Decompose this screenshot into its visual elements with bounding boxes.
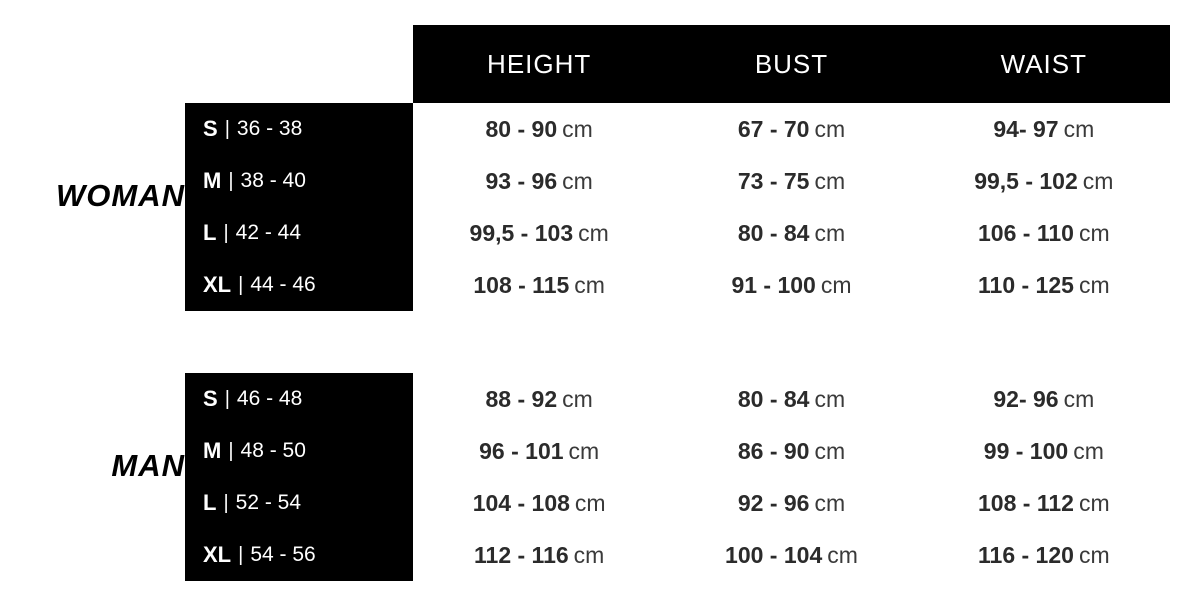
separator: |: [223, 221, 229, 244]
separator: |: [223, 491, 229, 514]
size-code: L: [203, 490, 217, 515]
eu-size: 48 - 50: [240, 439, 306, 462]
cell-bust: 91 - 100 cm: [731, 271, 852, 298]
cell-waist: 92- 96 cm: [993, 385, 1095, 412]
separator: |: [228, 439, 234, 462]
separator: |: [228, 169, 234, 192]
eu-size: 54 - 56: [250, 543, 316, 566]
table-row: [413, 529, 1170, 581]
table-row: [185, 477, 413, 529]
measurements-woman: [413, 103, 1170, 311]
table-header: [413, 25, 1170, 103]
table-row: [413, 207, 1170, 259]
table-row: [185, 155, 413, 207]
group-label-man: MAN: [111, 448, 185, 483]
size-column-woman: [185, 103, 413, 311]
cell-waist: 106 - 110 cm: [978, 219, 1110, 246]
separator: |: [224, 117, 230, 140]
separator: |: [238, 273, 244, 296]
cell-bust: 67 - 70 cm: [737, 115, 846, 142]
table-row: [185, 529, 413, 581]
cell-waist: 94- 97 cm: [993, 115, 1095, 142]
table-row: [185, 103, 413, 155]
table-row: [413, 103, 1170, 155]
table-row: [413, 155, 1170, 207]
cell-waist: 99 - 100 cm: [983, 437, 1104, 464]
cell-height: 112 - 116 cm: [474, 541, 605, 568]
size-column-man: [185, 373, 413, 581]
cell-height: 108 - 115 cm: [473, 271, 605, 298]
cell-waist: 110 - 125 cm: [978, 271, 1110, 298]
table-row: [413, 425, 1170, 477]
size-code: XL: [203, 272, 232, 297]
cell-height: 104 - 108 cm: [472, 489, 606, 516]
size-code: XL: [203, 542, 232, 567]
size-code: M: [203, 438, 222, 463]
cell-bust: 80 - 84 cm: [737, 219, 846, 246]
eu-size: 44 - 46: [250, 273, 316, 296]
cell-bust: 92 - 96 cm: [737, 489, 846, 516]
measurements-man: [413, 373, 1170, 581]
cell-bust: 73 - 75 cm: [737, 167, 846, 194]
eu-size: 52 - 54: [235, 491, 302, 514]
table-row: [185, 207, 413, 259]
cell-waist: 116 - 120 cm: [978, 541, 1110, 568]
cell-waist: 108 - 112 cm: [978, 489, 1110, 516]
column-header-height: HEIGHT: [487, 48, 592, 79]
size-code: M: [203, 168, 222, 193]
cell-height: 96 - 101 cm: [479, 437, 600, 464]
table-row: [413, 373, 1170, 425]
separator: |: [224, 387, 230, 410]
table-row: [185, 425, 413, 477]
eu-size: 36 - 38: [236, 117, 303, 140]
cell-bust: 100 - 104 cm: [725, 541, 858, 568]
table-row: [185, 373, 413, 425]
column-header-waist: WAIST: [1000, 48, 1087, 79]
eu-size: 42 - 44: [235, 221, 302, 244]
cell-height: 93 - 96 cm: [485, 167, 593, 194]
size-code: S: [203, 386, 218, 411]
group-label-woman: WOMAN: [56, 178, 185, 213]
size-code: L: [203, 220, 217, 245]
cell-waist: 99,5 - 102 cm: [974, 167, 1114, 194]
cell-bust: 86 - 90 cm: [737, 437, 846, 464]
table-row: [185, 259, 413, 311]
cell-height: 88 - 92 cm: [485, 385, 593, 412]
separator: |: [238, 543, 244, 566]
eu-size: 38 - 40: [240, 169, 306, 192]
cell-height: 99,5 - 103 cm: [469, 219, 609, 246]
cell-bust: 80 - 84 cm: [737, 385, 846, 412]
table-row: [413, 259, 1170, 311]
eu-size: 46 - 48: [236, 387, 303, 410]
size-code: S: [203, 116, 218, 141]
table-row: [413, 477, 1170, 529]
cell-height: 80 - 90 cm: [485, 115, 593, 142]
column-header-bust: BUST: [754, 48, 829, 79]
